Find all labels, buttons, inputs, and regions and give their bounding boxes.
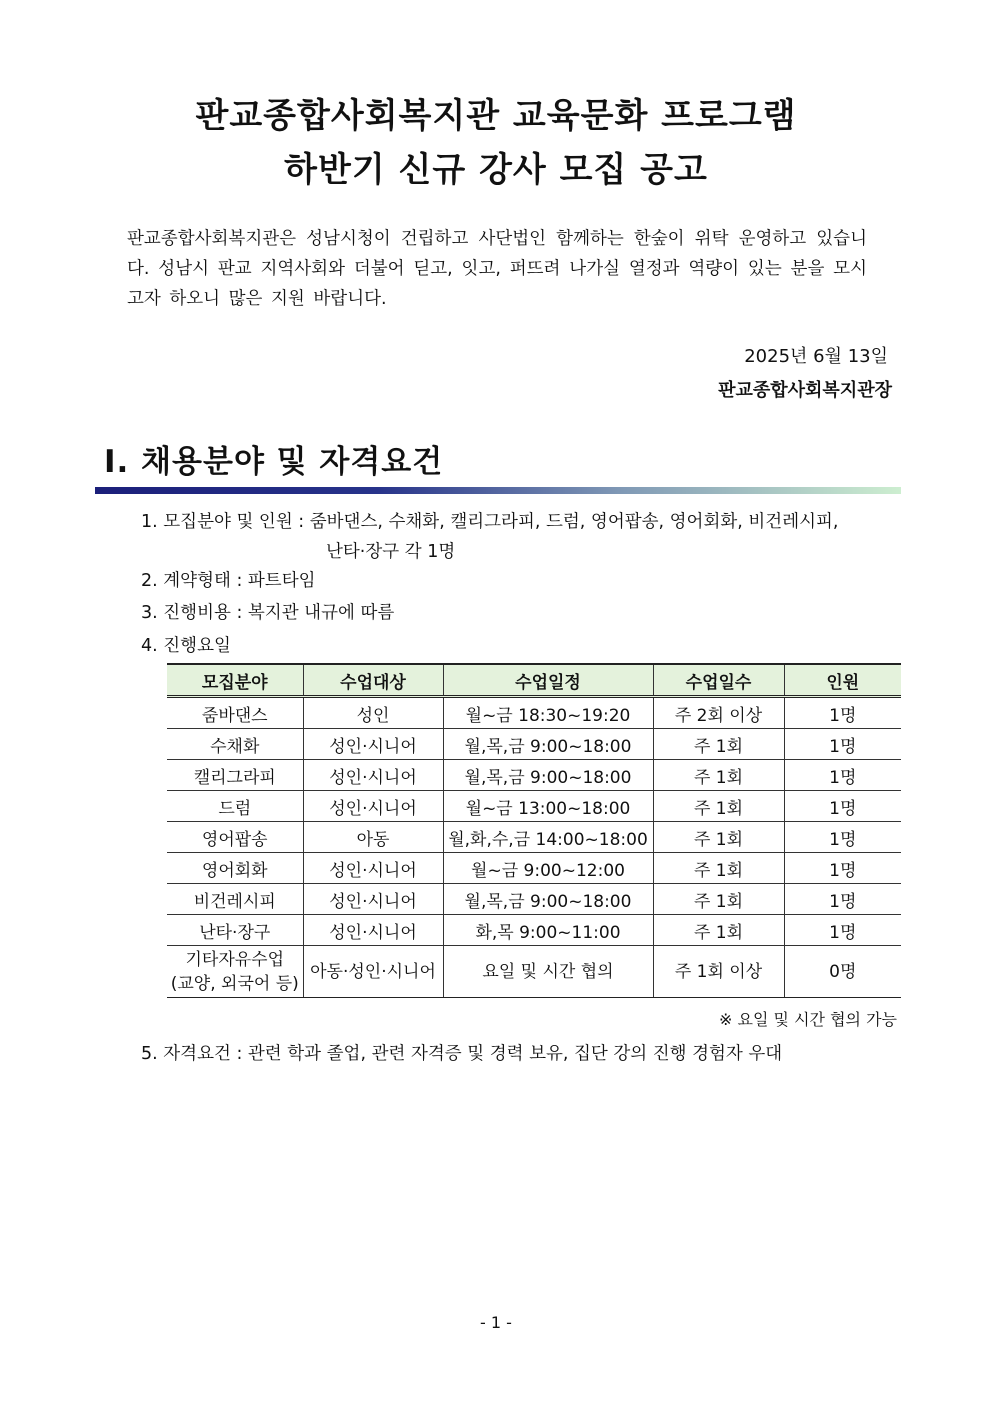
cell-field: 드럼 bbox=[167, 791, 303, 822]
cell-count: 1명 bbox=[784, 791, 901, 822]
table-row bbox=[167, 697, 901, 729]
table-row bbox=[167, 729, 901, 760]
schedule-table bbox=[167, 663, 901, 998]
header-frequency: 수업일수 bbox=[653, 664, 784, 697]
table-note: ※ 요일 및 시간 협의 가능 bbox=[719, 1010, 897, 1029]
cell-frequency: 주 1회 이상 bbox=[653, 946, 784, 998]
document-title: 판교종합사회복지관 교육문화 프로그램 bbox=[195, 96, 797, 136]
cell-field bbox=[167, 946, 303, 998]
item-days: 4. 진행요일 bbox=[141, 636, 231, 656]
cell-count: 1명 bbox=[784, 822, 901, 853]
table-row bbox=[167, 760, 901, 791]
cell-field: 난타·장구 bbox=[167, 915, 303, 946]
cell-schedule: 월,목,금 9:00~18:00 bbox=[443, 884, 653, 915]
cell-frequency: 주 1회 bbox=[653, 853, 784, 884]
cell-frequency: 주 1회 bbox=[653, 760, 784, 791]
cell-target: 성인·시니어 bbox=[303, 853, 443, 884]
cell-target: 성인 bbox=[303, 697, 443, 729]
table-row bbox=[167, 884, 901, 915]
cell-schedule: 월,목,금 9:00~18:00 bbox=[443, 760, 653, 791]
cell-count: 1명 bbox=[784, 915, 901, 946]
cell-schedule: 월~금 9:00~12:00 bbox=[443, 853, 653, 884]
announcement-date: 2025년 6월 13일 bbox=[744, 346, 888, 367]
cell-schedule: 월~금 13:00~18:00 bbox=[443, 791, 653, 822]
page-number: - 1 - bbox=[480, 1313, 512, 1332]
cell-field: 영어회화 bbox=[167, 853, 303, 884]
cell-frequency: 주 1회 bbox=[653, 822, 784, 853]
cell-field: 비건레시피 bbox=[167, 884, 303, 915]
item-contract: 2. 계약형태 : 파트타임 bbox=[141, 571, 316, 591]
cell-target: 성인·시니어 bbox=[303, 915, 443, 946]
cell-count: 1명 bbox=[784, 697, 901, 729]
table-row-other bbox=[167, 946, 901, 998]
cell-frequency: 주 1회 bbox=[653, 729, 784, 760]
table-row bbox=[167, 822, 901, 853]
cell-target: 성인·시니어 bbox=[303, 791, 443, 822]
cell-count: 0명 bbox=[784, 946, 901, 998]
cell-frequency: 주 1회 bbox=[653, 884, 784, 915]
header-schedule: 수업일정 bbox=[443, 664, 653, 697]
cell-count: 1명 bbox=[784, 884, 901, 915]
signer: 판교종합사회복지관장 bbox=[718, 380, 892, 401]
cell-count: 1명 bbox=[784, 729, 901, 760]
cell-target: 아동 bbox=[303, 822, 443, 853]
cell-field-line1: 기타자유수업 bbox=[185, 949, 285, 970]
table-row bbox=[167, 791, 901, 822]
cell-field-line2: (교양, 외국어 등) bbox=[170, 973, 299, 994]
table-row bbox=[167, 853, 901, 884]
item-recruit-fields: 1. 모집분야 및 인원 : 줌바댄스, 수채화, 캘리그라피, 드럼, 영어팝송, 영어회화, 비건레시피, bbox=[141, 512, 839, 532]
cell-target: 아동·성인·시니어 bbox=[303, 946, 443, 998]
cell-count: 1명 bbox=[784, 853, 901, 884]
cell-target: 성인·시니어 bbox=[303, 729, 443, 760]
cell-schedule: 화,목 9:00~11:00 bbox=[443, 915, 653, 946]
item-recruit-fields-cont: 난타·장구 각 1명 bbox=[326, 542, 456, 562]
cell-frequency: 주 2회 이상 bbox=[653, 697, 784, 729]
cell-frequency: 주 1회 bbox=[653, 791, 784, 822]
section-divider-bar bbox=[95, 487, 901, 494]
cell-target: 성인·시니어 bbox=[303, 760, 443, 791]
cell-schedule: 월,화,수,금 14:00~18:00 bbox=[443, 822, 653, 853]
section-heading: Ⅰ. 채용분야 및 자격요건 bbox=[104, 444, 444, 480]
item-qualification: 5. 자격요건 : 관련 학과 졸업, 관련 자격증 및 경력 보유, 집단 강의 진행 경험자 우대 bbox=[141, 1044, 783, 1064]
cell-schedule: 월,목,금 9:00~18:00 bbox=[443, 729, 653, 760]
cell-count: 1명 bbox=[784, 760, 901, 791]
document-subtitle: 하반기 신규 강사 모집 공고 bbox=[284, 150, 708, 190]
table-row bbox=[167, 915, 901, 946]
header-target: 수업대상 bbox=[303, 664, 443, 697]
item-cost: 3. 진행비용 : 복지관 내규에 따름 bbox=[141, 603, 395, 623]
cell-frequency: 주 1회 bbox=[653, 915, 784, 946]
intro-paragraph: 판교종합사회복지관은 성남시청이 건립하고 사단법인 함께하는 한숲이 위탁 운영하고 있습니다. 성남시 판교 지역사회와 더불어 딛고, 잇고, 퍼뜨려 나가실 열정과 역량이 있는 분을 모시고자 하오니 많은 지원 바랍니다. bbox=[127, 229, 867, 309]
cell-field: 줌바댄스 bbox=[167, 697, 303, 729]
cell-field: 수채화 bbox=[167, 729, 303, 760]
cell-field: 캘리그라피 bbox=[167, 760, 303, 791]
cell-schedule: 월~금 18:30~19:20 bbox=[443, 697, 653, 729]
header-field: 모집분야 bbox=[167, 664, 303, 697]
cell-target: 성인·시니어 bbox=[303, 884, 443, 915]
cell-schedule: 요일 및 시간 협의 bbox=[443, 946, 653, 998]
header-count: 인원 bbox=[784, 664, 901, 697]
table-header-row bbox=[167, 664, 901, 697]
cell-field: 영어팝송 bbox=[167, 822, 303, 853]
